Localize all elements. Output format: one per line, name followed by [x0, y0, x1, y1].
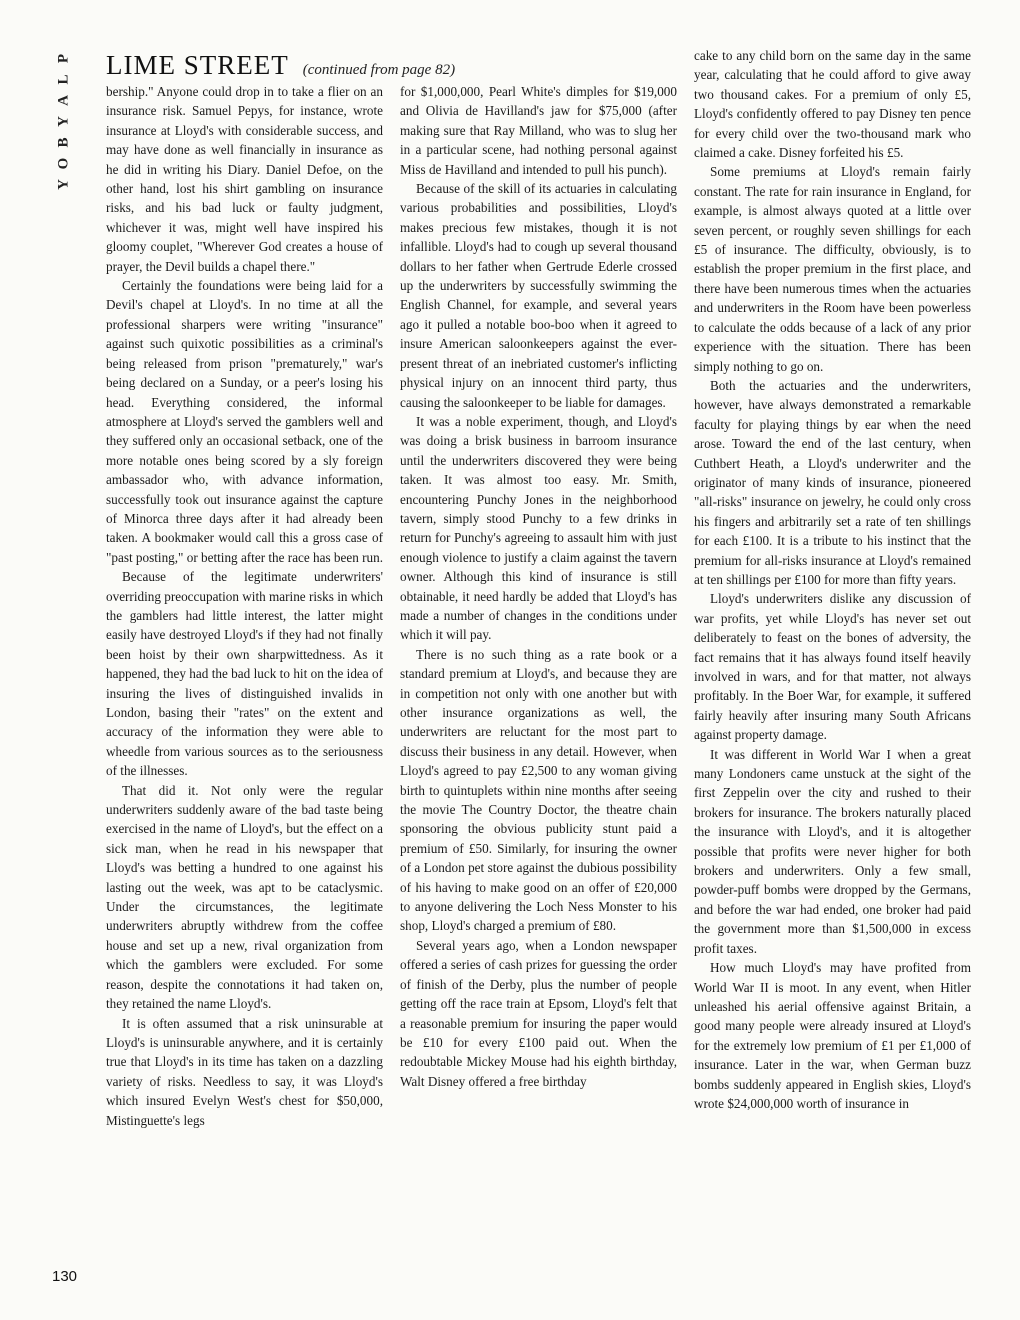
- paragraph: bership." Anyone could drop in to take a flier on an insurance risk. Samuel Pepys, for instance, wrote insurance at Lloyd's with considerable success, and may have done as well financially in insurance as he did in writing his Diary. Daniel Defoe, on the other hand, lost his shirt gambling on insurance risks, and his bad luck or faulty judgment, whichever it was, might well have inspired his gloomy couplet, "Wherever God creates a house of prayer, the Devil builds a chapel there.": [106, 84, 383, 274]
- text-column-3: [694, 46, 971, 1113]
- paragraph: It was different in World War I when a great many Londoners came unstuck at the sight of the first Zeppelin over the city and rushed to their brokers for insurance. The brokers naturally placed the insurance with Lloyd's, and it is altogether possible that profits were never higher for both brokers and underwriters. Only a few small, powder-puff bombs were dropped by the Germans, and before the war had ended, one broker had paid the government more than $1,500,000 in excess profit taxes.: [694, 746, 971, 956]
- paragraph: Several years ago, when a London newspaper offered a series of cash prizes for guessing the order of finish of the Derby, plus the number of people getting off the race train at Epsom, Lloyd's felt that a reasonable premium for insuring the paper would be £10 for every £100 paid out. When the redoubtable Mickey Mouse had his eighth birthday, Walt Disney offered a free birthday: [400, 937, 677, 1089]
- paragraph: It was a noble experiment, though, and Lloyd's was doing a brisk business in barroom insurance until the underwriters discovered they were being taken. It was almost too easy. Mr. Smith, encountering Punchy Jones in the neighborhood tavern, simply stood Punchy to a few drinks in return for Punchy's agreeing to assault him with just enough violence to justify a claim against the tavern owner. Although this kind of insurance is still obtainable, it need hardly be added that Lloyd's has made a number of changes in the conditions under which it will pay.: [400, 413, 677, 643]
- text-column-1: [106, 82, 383, 1130]
- paragraph: for $1,000,000, Pearl White's dimples for $19,000 and Olivia de Havilland's jaw for $75,000 (after making sure that Ray Milland, who was to slug her in a particular scene, had nothing personal against Miss de Havilland and intended to pull his punch).: [400, 84, 677, 177]
- article-header: [106, 50, 526, 81]
- paragraph: That did it. Not only were the regular underwriters suddenly aware of the bad taste being exercised in the name of Lloyd's, but the effect on a sick man, when he read in his newspaper that Lloyd's was betting a hundred to one against his lasting out the week, was apt to be cataclysmic. Under the circumstances, the legitimate underwriters abruptly withdrew from the coffee house and set up a new, rival organization from which the gamblers were excluded. For some reason, despite the connotations it had taken on, they retained the name Lloyd's.: [106, 782, 383, 1012]
- paragraph: cake to any child born on the same day in the same year, calculating that he could afford to give away two thousand cakes. For a premium of only £5, Lloyd's confidently offered to pay Disney ten pence for every child over the two-thousand mark who claimed a cake. Disney forfeited his £5.: [694, 48, 971, 161]
- text-column-2: [400, 82, 677, 1091]
- paragraph: Because of the legitimate underwriters' overriding preoccupation with marine risks in which the gamblers had little interest, the latter might easily have destroyed Lloyd's if they had not finally been hoist by their own sharpwittedness. As it happened, they had the bad luck to hit on the idea of insuring the lives of distinguished invalids in London, basing their "rates" on the extent and accuracy of the information they were able to wheedle from various sources as to the seriousness of the illnesses.: [106, 569, 383, 779]
- paragraph: Certainly the foundations were being laid for a Devil's chapel at Lloyd's. In no time at all the professional sharpers were writing "insurance" against such quixotic possibilities as a criminal's being released from prison "prematurely," war's being declared on a Sunday, or a peer's losing his head. Everything considered, the informal atmosphere at Lloyd's served the gamblers well and they suffered only an occasional setback, one of the more notable ones being scored by a sly foreign ambassador who, with advance information, successfully took out insurance against the capture of Minorca three days after it had already been taken. A bookmaker would call this a gross case of "past posting," or betting after the race has been run.: [106, 278, 383, 565]
- paragraph: It is often assumed that a risk uninsurable at Lloyd's is uninsurable anywhere, and it is certainly true that Lloyd's in its time has taken on a dazzling variety of risks. Needless to say, it was Lloyd's which insured Evelyn West's chest for $50,000, Mistinguette's legs: [106, 1015, 383, 1128]
- article-title: LIME STREET: [106, 50, 289, 80]
- side-label-letter: L: [55, 74, 72, 85]
- side-label-letter: P: [55, 53, 72, 64]
- side-label-letter: Y: [55, 116, 72, 127]
- paragraph: Because of the skill of its actuaries in calculating various probabilities and possibilities, Lloyd's makes precious few mistakes, though it is not infallible. Lloyd's had to cough up several thousand dollars to her father when Gertrude Ederle crossed up the underwriters by successfully swimming the English Channel, for example, and several years ago it pulled a notable boo-boo when it agreed to insure American saloonkeepers against the ever-present threat of an inebriated customer's inflicting physical injury on an innocent third party, thus causing the saloonkeeper to be liable for damages.: [400, 181, 677, 410]
- continued-note: (continued from page 82): [302, 62, 456, 78]
- paragraph: Some premiums at Lloyd's remain fairly constant. The rate for rain insurance in England, for example, is almost always quoted at a little over seven percent, or roughly seven shillings for each £5 of insurance. The difficulty, obviously, is to establish the proper premium in the first place, and there have been numerous times when the actuaries and underwriters in the Room have been powerless to calculate the odds because of a lack of any prior experience with the situation. There has been simply nothing to go on.: [694, 164, 971, 374]
- paragraph: Both the actuaries and the underwriters, however, have always demonstrated a remarkable faculty for playing things by ear when the need arose. Toward the end of the last century, when Cuthbert Heath, a Lloyd's underwriter and the originator of many kinds of insurance, pioneered "all-risks" insurance on jewelry, he could only cross his fingers and arbitrarily set a rate of ten shillings for each £100. It is a tribute to his instinct that the premium for all-risks insurance at Lloyd's remained at ten shillings per £100 for more than fifty years.: [694, 377, 971, 587]
- side-label-letter: Y: [55, 179, 72, 190]
- side-label-letter: A: [55, 95, 72, 106]
- paragraph: There is no such thing as a rate book or a standard premium at Lloyd's, and because they are in competition not only with one another but with other insurance organizations as well, the underwriters are reluctant for the most part to discuss their business in any detail. However, when Lloyd's agreed to pay £2,500 to any woman giving birth to quintuplets within nine months after seeing the movie The Country Doctor, the theatre chain sponsoring the obvious publicity stunt paid a premium of £50. Similarly, for insuring the owner of a London pet store against the dubious possibility of his having to make good on an offer of £20,000 to anyone delivering the Loch Ness Monster to his shop, Lloyd's charged a premium of £80.: [400, 646, 677, 934]
- side-label-letter: B: [55, 137, 72, 148]
- paragraph: How much Lloyd's may have profited from World War II is moot. In any event, when Hitler unleashed his aerial offensive against Britain, a good many people were already insured at Lloyd's for the extremely low premium of £1 per £1,000 of insurance. Later in the war, when German buzz bombs suddenly appeared in English skies, Lloyd's wrote $24,000,000 worth of insurance in: [694, 960, 971, 1111]
- side-label-letter: O: [55, 157, 72, 170]
- page-number: 130: [52, 1268, 78, 1285]
- paragraph: Lloyd's underwriters dislike any discussion of war profits, yet while Lloyd's has never set out deliberately to feast on the bones of adversity, the fact remains that it has always found itself heavily involved in wars, and for that matter, not always profitably. In the Boer War, for example, it suffered fairly heavily after insuring many South Africans against property damage.: [694, 591, 971, 743]
- magazine-side-label: [52, 48, 76, 195]
